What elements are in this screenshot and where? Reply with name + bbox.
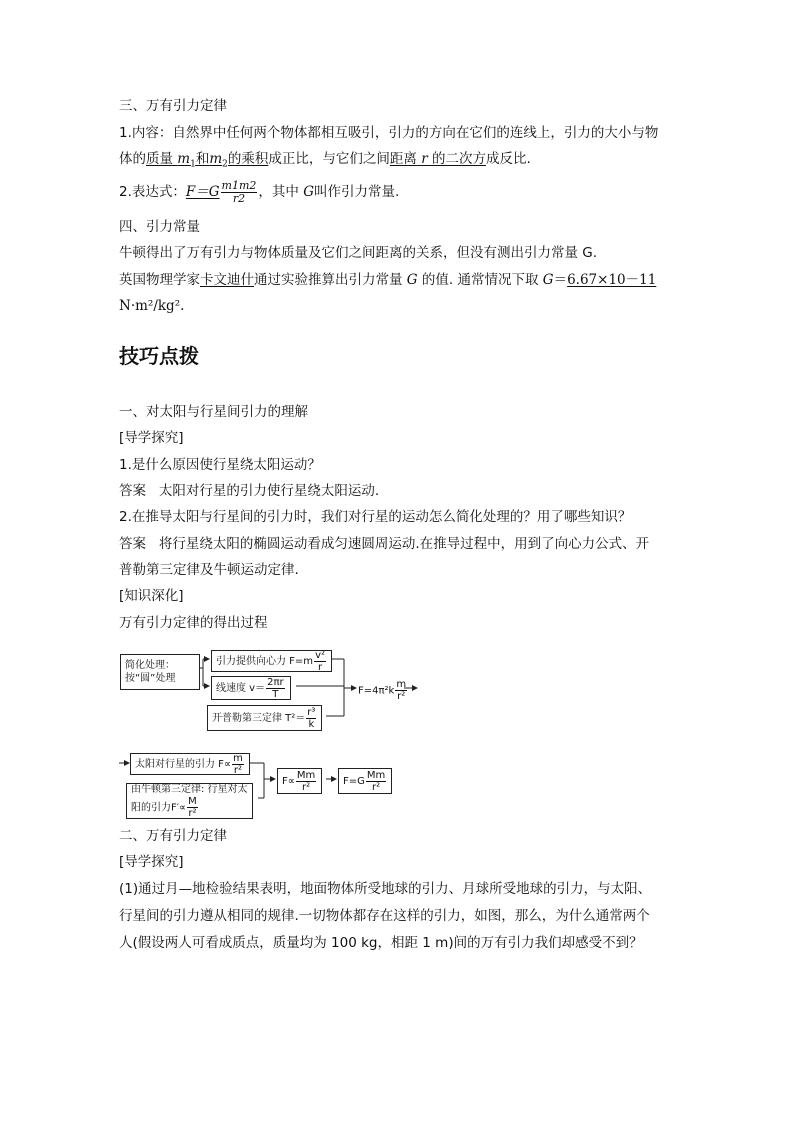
part2-para-line-1: (1)通过月—地检验结果表明，地面物体所受地球的引力、月球所受地球的引力，与太阳、 (119, 881, 652, 897)
const-line-2: 英国物理学家卡文迪什通过实验推算出引力常量 G 的值. 通常情况下取 G＝6.67×10－11 (119, 272, 657, 288)
box-sun-on-planet: 太阳对行星的引力 F∝ $\frac{m}{\text{r²}}$ (130, 753, 250, 775)
blank-cavendish: 卡文迪什 (200, 272, 254, 288)
box-centripetal: 引力提供向心力 F=m $\frac{\text{v²}}{r}$ (211, 650, 332, 672)
box-linear-velocity: 线速度 v＝ $\frac{2\pi r}{T}$ (211, 676, 291, 700)
part2-para-line-2: 行星间的引力遵从相同的规律.一切物体都存在这样的引力，如图，那么，为什么通常两个 (119, 908, 650, 924)
answer-2-line-1: 答案 将行星绕太阳的椭圆运动看成匀速圆周运动.在推导过程中，用到了向心力公式、开 (119, 536, 650, 552)
part2-title: 二、万有引力定律 (119, 828, 227, 844)
part2-tag: [导学探究] (119, 854, 184, 870)
blank-formula: F＝G $\frac{m1m2}{r2}$ (185, 179, 257, 205)
result-formula-1: F=4π²k $\frac{m}{\text{r²}}$ (358, 679, 407, 702)
question-1: 1.是什么原因使行星绕太阳运动？ (119, 457, 321, 473)
box-gravitation-law: F=G $\frac{Mm}{\text{r²}}$ (338, 768, 392, 794)
box-kepler-third: 开普勒第三定律 T²＝ $\frac{\text{r³}}{k}$ (207, 705, 322, 731)
question-2: 2.在推导太阳与行星间的引力时，我们对行星的运动怎么简化处理的？用了哪些知识？ (119, 509, 632, 525)
derivation-subtitle: 万有引力定律的得出过程 (119, 615, 268, 631)
blank-distance: 距离 r 的二次方 (389, 151, 486, 167)
blank-mass: 质量 $m_1$和$m_2$的乘积 (146, 151, 269, 170)
tag-knowledge-deepening: [知识深化] (119, 588, 184, 604)
tag-guided-inquiry: [导学探究] (119, 430, 184, 446)
section-title-4: 四、引力常量 (119, 219, 200, 235)
blank-g-value: 6.67×10－11 (567, 272, 657, 288)
section-title-3: 三、万有引力定律 (119, 98, 227, 114)
box-newton-third: 由牛顿第三定律: 行星对太 阳的引力F′∝ $\frac{M}{\text{r²}}$ (126, 783, 253, 819)
heading-skills: 技巧点拨 (119, 344, 199, 368)
const-line-1: 牛顿得出了万有引力与物体质量及它们之间距离的关系，但没有测出引力常量 G. (119, 245, 598, 261)
law-content-line-1: 1.内容：自然界中任何两个物体都相互吸引，引力的方向在它们的连线上，引力的大小与物 (119, 125, 659, 141)
law-expression-line: 2.表达式：F＝G $\frac{m1m2}{r2}$ ，其中 G叫作引力常量. (119, 179, 400, 205)
answer-1: 答案 太阳对行星的引力使行星绕太阳运动. (119, 483, 380, 499)
answer-2-line-2: 普勒第三定律及牛顿运动定律. (119, 562, 299, 578)
part2-para-line-3: 人(假设两人可看成质点，质量均为 100 kg，相距 1 m)间的万有引力我们却感受不到？ (119, 935, 643, 951)
box-simplify: 简化处理： 按“圆”处理 (120, 654, 200, 690)
part1-title: 一、对太阳与行星间引力的理解 (119, 404, 308, 420)
const-line-3: N·m²/kg². (119, 298, 185, 314)
box-proportional: F∝ $\frac{Mm}{\text{r²}}$ (277, 768, 322, 794)
law-content-line-2: 体的质量 $m_1$和$m_2$的乘积成正比，与它们之间距离 r 的二次方成反比. (119, 151, 531, 170)
